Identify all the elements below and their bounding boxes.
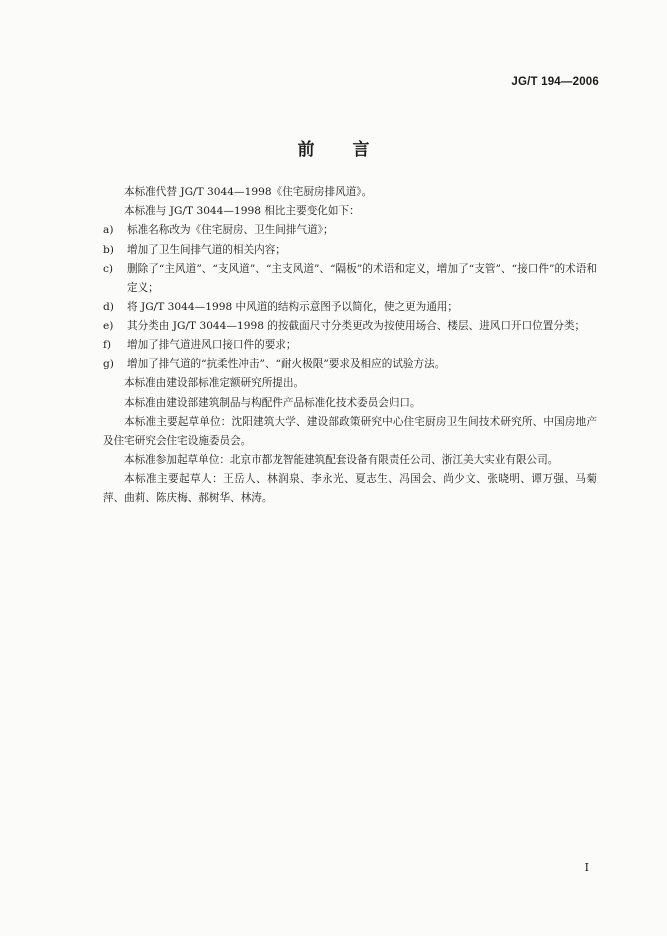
- foreword-body: [103, 183, 597, 508]
- item-text: 增加了卫生间排气道的相关内容；: [127, 243, 286, 256]
- item-marker: c): [103, 262, 114, 275]
- paragraph: 本标准由建设部建筑制品与构配件产品标准化技术委员会归口。: [124, 396, 421, 409]
- item-marker: b): [103, 243, 114, 256]
- page-number: I: [584, 861, 589, 874]
- change-item: [103, 298, 597, 317]
- paragraph: 本标准参加起草单位：北京市都龙智能建筑配套设备有限责任公司、浙江美大实业有限公司。: [124, 453, 559, 466]
- paragraph: 本标准代替 JG/T 3044—1998《住宅厨房排风道》。: [124, 186, 373, 198]
- item-marker: f): [103, 338, 112, 351]
- item-text: 删除了“主风道”、“支风道”、“主支风道”、“隔板”的术语和定义，增加了“支管”、“接口件”的术语和定义；: [127, 262, 597, 294]
- item-marker: a): [103, 224, 114, 237]
- item-text: 标准名称改为《住宅厨房、卫生间排气道》；: [127, 224, 334, 237]
- item-text: 将 JG/T 3044—1998 中风道的结构示意图予以简化，使之更为通用；: [127, 300, 459, 313]
- change-item: [103, 317, 597, 336]
- change-item: [103, 260, 597, 298]
- item-text: 其分类由 JG/T 3044—1998 的按截面尺寸分类更改为按使用场合、楼层、进风口开口位置分类；: [127, 319, 586, 332]
- item-marker: e): [103, 319, 114, 332]
- item-text: 增加了排气道的“抗柔性冲击”、“耐火极限”要求及相应的试验方法。: [127, 358, 446, 371]
- standard-code: JG/T 194—2006: [511, 76, 599, 88]
- paragraph: 本标准主要起草人：王岳人、林润泉、李永光、夏志生、冯国会、尚少文、张晓明、谭万强、马菊萍、曲莉、陈庆梅、郝树华、林涛。: [103, 472, 597, 504]
- change-item: [103, 221, 597, 240]
- item-text: 增加了排气道进风口接口件的要求；: [127, 338, 297, 351]
- change-item: [103, 336, 597, 355]
- change-item: [103, 355, 597, 374]
- item-marker: g): [103, 358, 114, 371]
- paragraph: 本标准与 JG/T 3044—1998 相比主要变化如下：: [124, 205, 360, 218]
- item-marker: d): [103, 300, 114, 313]
- change-item: [103, 241, 597, 260]
- paragraph: 本标准由建设部标准定额研究所提出。: [124, 377, 305, 390]
- page-title: 前言: [297, 140, 408, 160]
- paragraph: 本标准主要起草单位：沈阳建筑大学、建设部政策研究中心住宅厨房卫生间技术研究所、中国房地产及住宅研究会住宅设施委员会。: [103, 415, 597, 447]
